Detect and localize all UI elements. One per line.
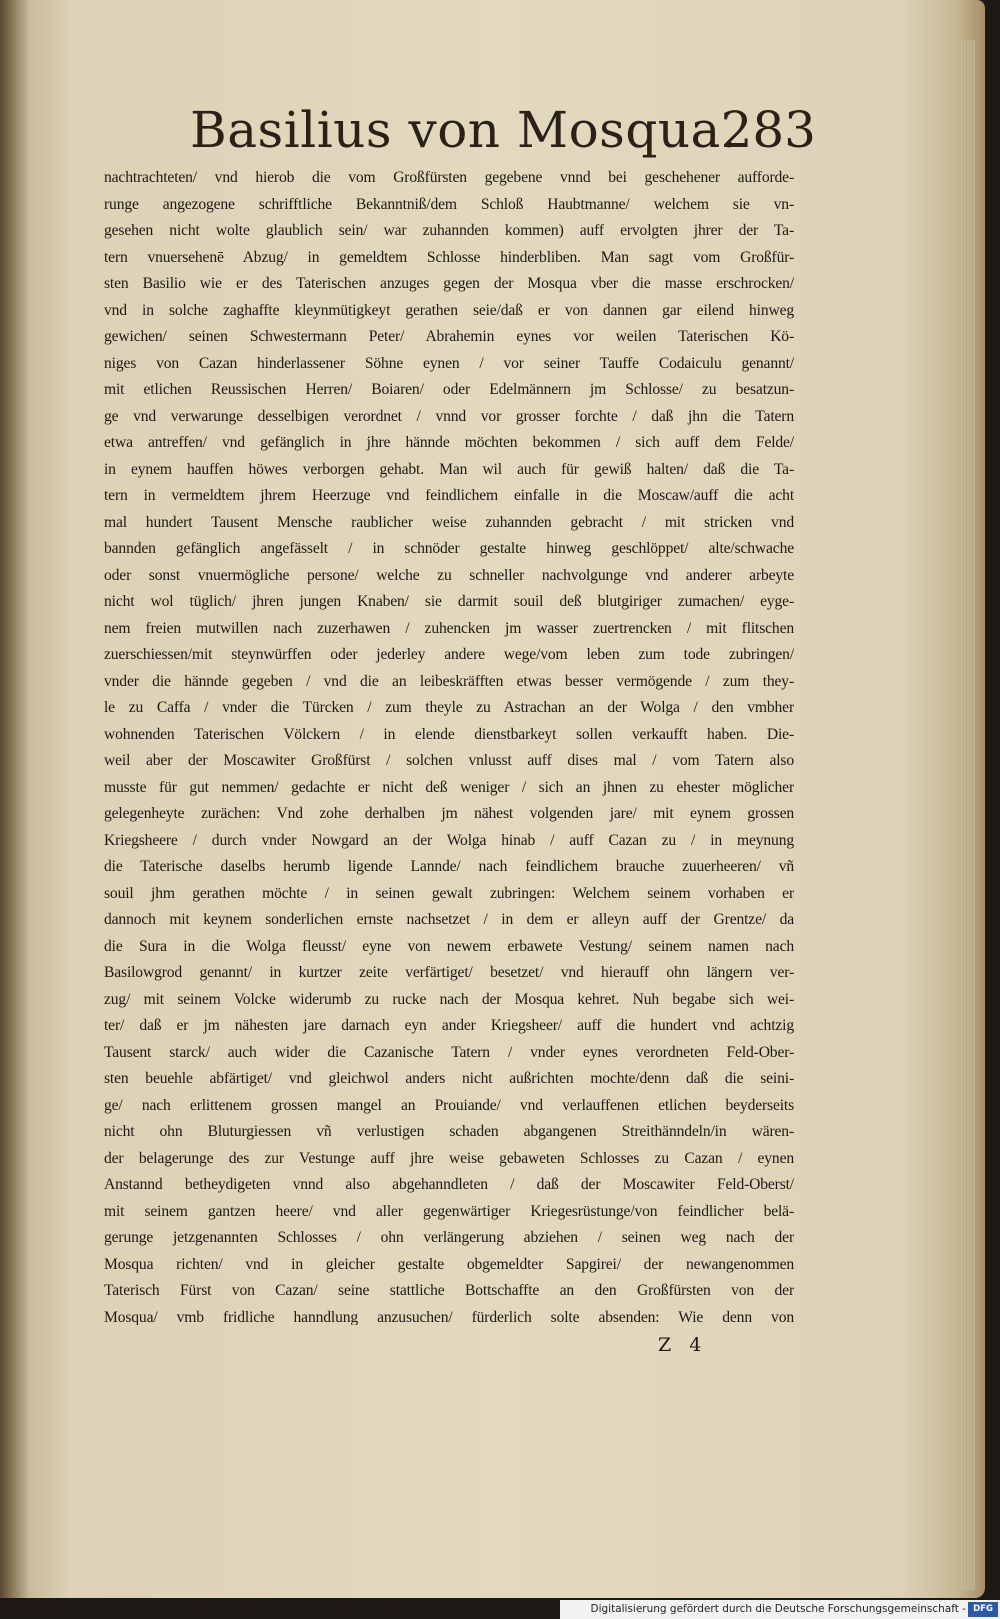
- text-line: Basilowgrod genannt/ in kurtzer zeite verfärtiget/ besetzet/ vnd hierauff ohn längern ver-: [104, 964, 794, 981]
- text-line: dannoch mit keynem sonderlichen ernste nachsetzet / in dem er alleyn auff der Grentze/ da: [104, 911, 794, 928]
- text-line: nicht ohn Bluturgiessen vñ verlustigen schaden abgangenen Streithänndeln/in wären-: [104, 1123, 794, 1140]
- text-line: Mosqua richten/ vnd in gleicher gestalte obgemeldter Sapgirei/ der newangenommen: [104, 1255, 794, 1273]
- text-line: sten beuehle abfärtiget/ vnd gleichwol anders nicht außrichten mochte/denn daß die seini-: [104, 1070, 794, 1087]
- text-line: ge/ nach erlittenem grossen mangel an Prouiande/ vnd verlauffenen etlichen beyderseits: [104, 1096, 794, 1114]
- text-line: souil jhm gerathen möchte / in seinen gewalt zubringen: Welchem seinem vorhaben er: [104, 884, 794, 902]
- text-line: ge vnd verwarunge desselbigen verordnet / vnnd vor grosser forchte / daß jhn die Tatern: [104, 407, 794, 425]
- text-line: le zu Caffa / vnder die Türcken / zum theyle zu Astrachan an der Wolga / den vmbher: [104, 699, 794, 716]
- text-line: Mosqua/ vmb fridliche hanndlung anzusuchen/ fürderlich solte absenden: Wie denn von: [104, 1308, 794, 1325]
- text-line: zug/ mit seinem Volcke widerumb zu rucke nach der Mosqua kehret. Nuh begabe sich wei-: [104, 990, 794, 1008]
- text-line: musste für gut nemmen/ gedachte er nicht deß weniger / sich an jhnen zu ehester möglicher: [104, 778, 794, 796]
- text-line: gewichen/ seinen Schwestermann Peter/ Abrahemin eynes vor weilen Taterischen Kö-: [104, 328, 794, 345]
- text-line: mit etlichen Reussischen Herren/ Boiaren/ oder Edelmännern jm Schlosse/ zu besatzun-: [104, 381, 794, 398]
- text-line: Anstannd betheydigeten vnnd also abgehanndleten / daß der Moscawiter Feld-Oberst/: [104, 1176, 794, 1193]
- text-line: nicht wol tüglich/ jhren jungen Knaben/ sie darmit souil deß blutgiriger zumachen/ eyge-: [104, 593, 794, 610]
- footer-bar: [560, 1600, 1000, 1619]
- text-line: tern vnuersehenē Abzug/ in gemeldtem Schlosse hinderbliben. Man sagt vom Großfür-: [104, 248, 794, 266]
- text-line: etwa antreffen/ vnd gefänglich in jhre hännde möchten bekommen / sich auff dem Felde/: [104, 434, 794, 451]
- text-line: gerunge jetzgenannten Schlosses / ohn verlängerung abziehen / seinen weg nach der: [104, 1229, 794, 1246]
- text-line: Kriegsheere / durch vnder Nowgard an der Wolga hinab / auff Cazan zu / in meynung: [104, 831, 794, 849]
- text-line: die Sura in die Wolga fleusst/ eyne von newem erbawete Vestung/ seinem namen nach: [104, 937, 794, 955]
- text-line: runge angezogene schrifftliche Bekanntniß/dem Schloß Haubtmanne/ welchem sie vn-: [104, 195, 794, 213]
- text-line: gelegenheyte zurächen: Vnd zohe derhalben jm nähest volgenden jare/ mit eynem grossen: [104, 805, 794, 822]
- text-line: die Taterische daselbs herumb ligende Lannde/ nach feindlichem brauche zuuerheeren/ vñ: [104, 858, 794, 875]
- page-edge: [959, 40, 975, 1590]
- text-line: nem freien mutwillen nach zuzerhawen / zuhencken jm wasser zuertrencken / mit flitschen: [104, 619, 794, 637]
- text-line: Taterisch Fürst von Cazan/ seine stattliche Bottschaffte an den Großfürsten von der: [104, 1282, 794, 1299]
- signature-mark: Z 4: [658, 1334, 708, 1356]
- text-line: tern in vermeldtem jhrem Heerzuge vnd feindlichem einfalle in die Moscaw/auff die acht: [104, 487, 794, 504]
- text-line: mal hundert Tausent Mensche raublicher weise zuhannden gebracht / mit stricken vnd: [104, 513, 794, 531]
- text-line: niges von Cazan hinderlassener Söhne eynen / vor seiner Tauffe Codaiculu genannt/: [104, 354, 794, 372]
- text-line: in eynem hauffen höwes verborgen gehabt. Man wil auch für gewiß halten/ daß die Ta-: [104, 460, 794, 478]
- text-line: der belagerunge des zur Vestunge auff jhre weise gebaweten Schlosses zu Cazan / eynen: [104, 1149, 794, 1167]
- text-line: weil aber der Moscawiter Großfürst / solchen vnlusst auff dises mal / vom Tatern also: [104, 752, 794, 769]
- text-line: bannden gefänglich angefässelt / in schnöder gestalte hinweg geschlöppet/ alte/schwache: [104, 540, 794, 557]
- text-line: nachtrachteten/ vnd hierob die vom Großfürsten gegebene vnnd bei geschehener aufforde-: [104, 169, 794, 186]
- text-line: zuerschiessen/mit steynwürffen oder jederley andere wege/vom leben zum tode zubringen/: [104, 646, 794, 663]
- text-line: wohnenden Taterischen Völckern / in elende dienstbarkeyt sollen verkaufft haben. Die-: [104, 725, 794, 743]
- text-line: vnd in solche zaghaffte kleynmütigkeyt gerathen seie/daß er von dannen gar eilend hinweg: [104, 301, 794, 319]
- text-line: gesehen nicht wolte glaublich sein/ war zuhannden kommen) auff ervolgten jhrer der Ta-: [104, 222, 794, 239]
- body-text: [104, 165, 794, 1325]
- dfg-logo: DFG: [968, 1602, 998, 1617]
- text-line: vnder die hännde gegeben / vnd die an leibeskräfften etwas besser vermögende / zum they-: [104, 672, 794, 690]
- page-header: [0, 88, 985, 168]
- text-line: sten Basilio wie er des Taterischen anzuges gegen der Mosqua vber die masse erschrocken/: [104, 275, 794, 292]
- footer-credit: Digitalisierung gefördert durch die Deutsche Forschungsgemeinschaft -: [590, 1603, 966, 1615]
- page-number: 283: [720, 101, 816, 159]
- text-line: mit seinem gantzen heere/ vnd aller gegenwärtiger Kriegesrüstunge/von feindlicher belä-: [104, 1202, 794, 1220]
- running-title: Basilius von Mosqua.: [190, 101, 738, 159]
- text-line: oder sonst vnuermögliche persone/ welche zu schneller nachvolgunge vnd anderer arbeyte: [104, 566, 794, 584]
- text-line: ter/ daß er jm nähesten jare darnach eyn ander Kriegsheer/ auff die hundert vnd achtzig: [104, 1017, 794, 1034]
- text-line: Tausent starck/ auch wider die Cazanische Tatern / vnder eynes verordneten Feld-Ober-: [104, 1043, 794, 1061]
